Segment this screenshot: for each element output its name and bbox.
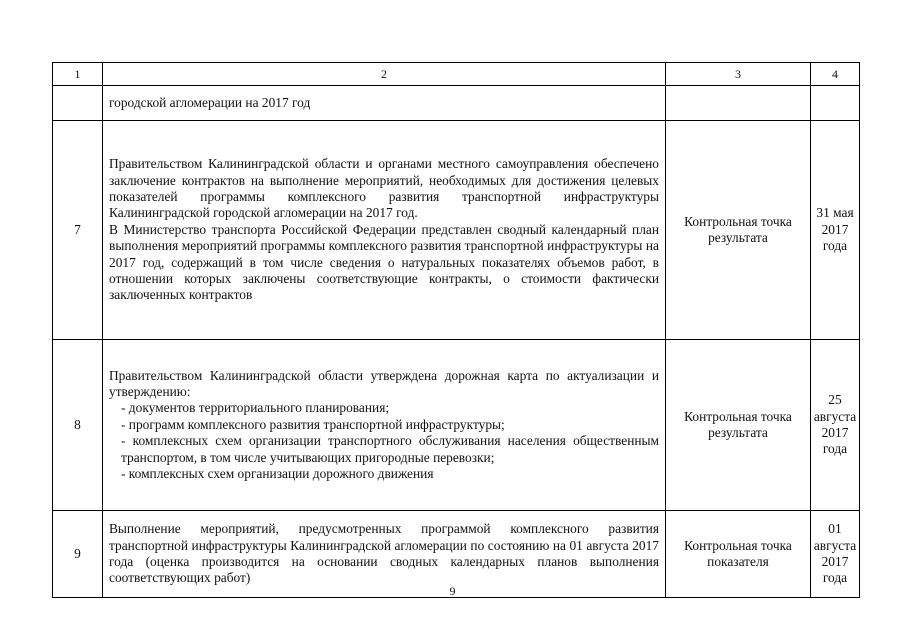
row-list-item: - программ комплексного развития транспортной инфраструктуры; [121, 416, 505, 432]
table-row [53, 340, 860, 511]
row-date: 31 мая 2017 года [811, 121, 860, 340]
row-number: 9 [53, 511, 103, 598]
row-list-item: - комплексных схем организации транспортного обслуживания населения общественным транспортом, в том числе учитывающих пригородные перевозки; [121, 433, 659, 465]
row-date [811, 86, 860, 121]
row-paragraph: В Министерство транспорта Российской Федерации представлен сводный календарный план выполнения мероприятий программы комплексного развития транспортной инфраструктуры на 2017 год, содержащий в том числе сведения о натуральных показателях объемов работ, в отношении которых заключены соответствующие контракты, о стоимости фактически заключенных контрактов [109, 221, 659, 303]
table-row-continuation [53, 86, 860, 121]
row-paragraph: Выполнение мероприятий, предусмотренных программой комплексного развития транспортной инфраструктуры Калининградской агломерации по состоянию на 01 августа 2017 года (оценка производится на основании сводных календарных планов выполнения соответствующих работ) [109, 521, 659, 586]
row-text: городской агломерации на 2017 год [103, 86, 666, 121]
row-type: Контрольная точка показателя [666, 511, 811, 598]
document-page [52, 62, 859, 598]
row-list-item: - комплексных схем организации дорожного движения [121, 466, 434, 482]
page-number: 9 [449, 584, 456, 598]
row-paragraph: Правительством Калининградской области утверждена дорожная карта по актуализации и утверждению: [109, 367, 659, 399]
row-number [53, 86, 103, 121]
control-points-table [52, 62, 860, 598]
row-number: 7 [53, 121, 103, 340]
row-text [103, 121, 666, 340]
header-col-1: 1 [53, 63, 103, 86]
row-date: 25 августа 2017 года [811, 340, 860, 511]
header-col-3: 3 [666, 63, 811, 86]
table-header-row [53, 63, 860, 86]
row-type: Контрольная точка результата [666, 340, 811, 511]
row-type [666, 86, 811, 121]
row-list-item: - документов территориального планирования; [121, 400, 390, 416]
row-paragraph: Правительством Калининградской области и органами местного самоуправления обеспечено заключение контрактов на выполнение мероприятий, необходимых для достижения целевых показателей программы комплексного развития транспортной инфраструктуры Калининградской городской агломерации на 2017 год. [109, 156, 659, 221]
header-col-4: 4 [811, 63, 860, 86]
row-number: 8 [53, 340, 103, 511]
table-row [53, 121, 860, 340]
row-text [103, 340, 666, 511]
row-type: Контрольная точка результата [666, 121, 811, 340]
row-date: 01 августа 2017 года [811, 511, 860, 598]
header-col-2: 2 [103, 63, 666, 86]
